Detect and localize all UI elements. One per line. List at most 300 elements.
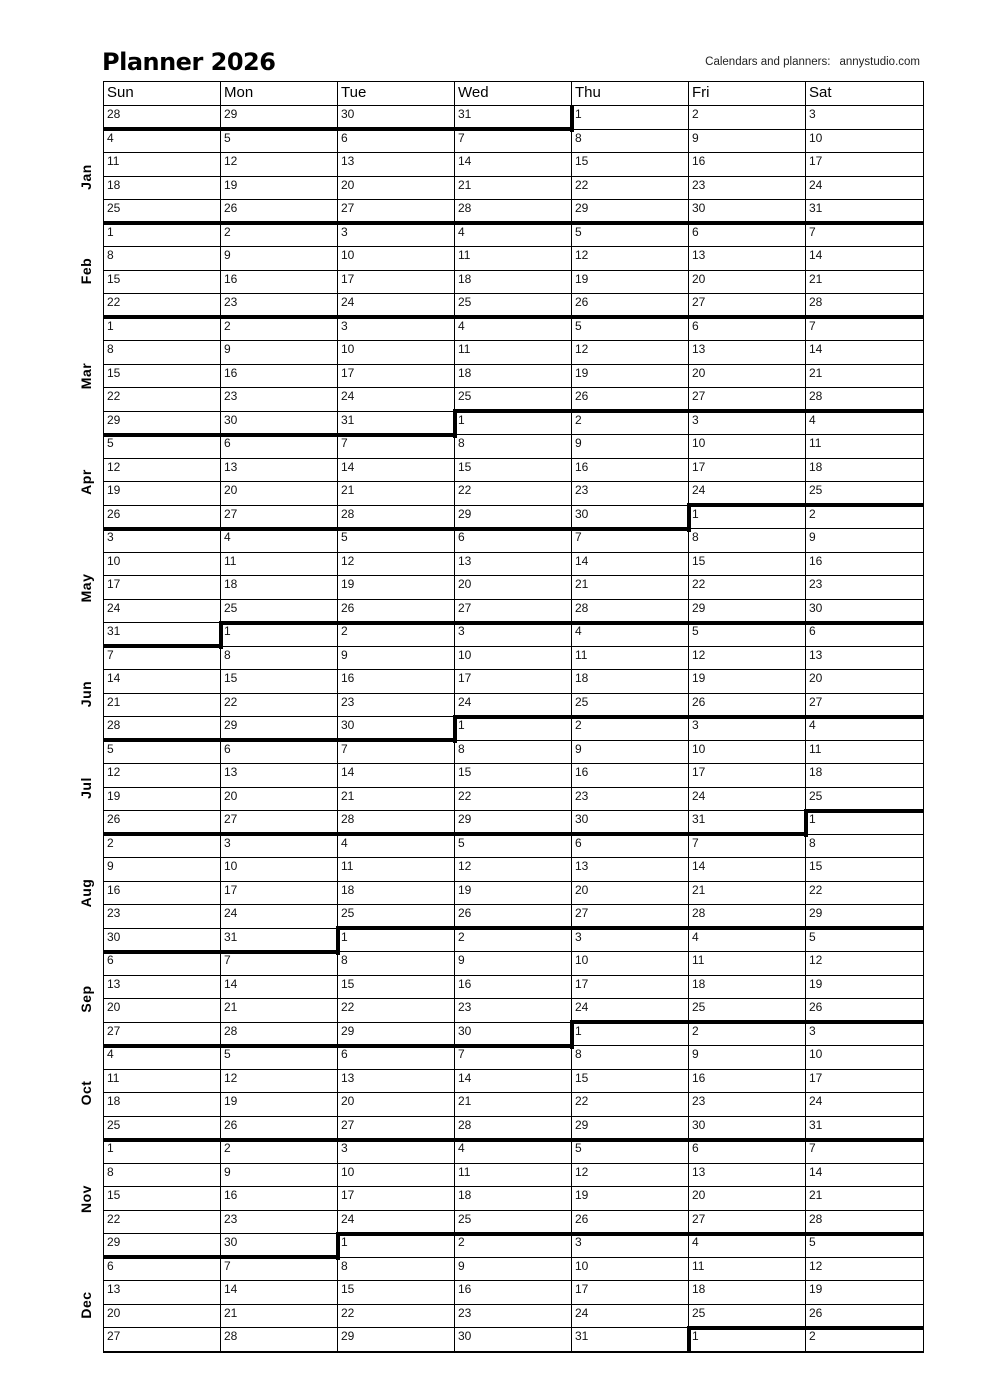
- day-cell: 29: [689, 600, 806, 624]
- day-cell: 4: [689, 929, 806, 953]
- day-cell: 7: [338, 435, 455, 459]
- day-cell: 28: [221, 1023, 338, 1047]
- day-cell: 17: [455, 670, 572, 694]
- day-cell: 28: [221, 1328, 338, 1352]
- day-cell: 10: [338, 247, 455, 271]
- day-cell: 29: [455, 506, 572, 530]
- day-cell: 2: [338, 623, 455, 647]
- week-row: [104, 365, 923, 389]
- day-cell: 14: [455, 153, 572, 177]
- day-cell: 2: [806, 506, 923, 530]
- day-cell: 21: [221, 1305, 338, 1329]
- day-cell: 21: [806, 271, 923, 295]
- day-cell: 26: [572, 388, 689, 412]
- day-cell: 19: [572, 1187, 689, 1211]
- day-cell: 24: [572, 1305, 689, 1329]
- day-cell: 30: [455, 1328, 572, 1352]
- day-cell: 1: [104, 224, 221, 248]
- day-cell: 18: [806, 459, 923, 483]
- month-label-may: May: [78, 573, 94, 603]
- day-cell: 28: [104, 717, 221, 741]
- day-cell: 23: [689, 177, 806, 201]
- week-row: [104, 788, 923, 812]
- day-cell: 27: [104, 1328, 221, 1352]
- day-cell: 19: [455, 882, 572, 906]
- day-cell: 27: [221, 506, 338, 530]
- day-cell: 31: [221, 929, 338, 953]
- week-row: [104, 482, 923, 506]
- day-cell: 31: [806, 200, 923, 224]
- day-cell: 31: [572, 1328, 689, 1352]
- day-cell: 7: [221, 1258, 338, 1282]
- day-cell: 19: [806, 976, 923, 1000]
- day-cell: 8: [104, 341, 221, 365]
- day-cell: 29: [221, 106, 338, 130]
- day-cell: 26: [455, 905, 572, 929]
- day-cell: 10: [689, 741, 806, 765]
- credit-text: [705, 56, 920, 68]
- day-cell: 12: [689, 647, 806, 671]
- week-row: [104, 1093, 923, 1117]
- day-cell: 20: [806, 670, 923, 694]
- day-cell: 6: [455, 529, 572, 553]
- day-cell: 4: [806, 717, 923, 741]
- day-cell: 2: [221, 224, 338, 248]
- day-cell: 25: [455, 388, 572, 412]
- day-cell: 21: [338, 788, 455, 812]
- day-cell: 13: [689, 341, 806, 365]
- day-cell: 15: [338, 1281, 455, 1305]
- day-cell: 20: [689, 271, 806, 295]
- day-cell: 12: [572, 1164, 689, 1188]
- credit-label: Calendars and planners:: [705, 56, 831, 68]
- day-cell: 21: [689, 882, 806, 906]
- week-row: [104, 1281, 923, 1305]
- day-cell: 29: [221, 717, 338, 741]
- day-cell: 24: [221, 905, 338, 929]
- day-cell: 22: [104, 388, 221, 412]
- day-cell: 27: [689, 388, 806, 412]
- day-cell: 13: [104, 1281, 221, 1305]
- day-cell: 6: [104, 952, 221, 976]
- day-cell: 1: [104, 318, 221, 342]
- day-cell: 26: [572, 294, 689, 318]
- day-cell: 17: [806, 153, 923, 177]
- day-cell: 5: [104, 741, 221, 765]
- day-cell: 5: [572, 318, 689, 342]
- day-cell: 3: [338, 224, 455, 248]
- day-cell: 11: [104, 153, 221, 177]
- day-cell: 5: [455, 835, 572, 859]
- day-cell: 24: [689, 788, 806, 812]
- week-row: [104, 1140, 923, 1164]
- day-cell: 13: [104, 976, 221, 1000]
- week-row: [104, 1187, 923, 1211]
- day-cell: 28: [806, 294, 923, 318]
- day-cell: 11: [806, 741, 923, 765]
- day-cell: 16: [338, 670, 455, 694]
- day-cell: 13: [455, 553, 572, 577]
- day-cell: 27: [572, 905, 689, 929]
- day-cell: 27: [689, 294, 806, 318]
- day-cell: 17: [572, 1281, 689, 1305]
- day-cell: 23: [221, 294, 338, 318]
- month-label-jan: Jan: [78, 163, 94, 190]
- day-cell: 19: [572, 271, 689, 295]
- day-cell: 9: [221, 341, 338, 365]
- week-row: [104, 1046, 923, 1070]
- day-cell: 1: [572, 106, 689, 130]
- day-cell: 3: [806, 106, 923, 130]
- day-cell: 24: [338, 388, 455, 412]
- day-cell: 27: [455, 600, 572, 624]
- day-cell: 4: [455, 1140, 572, 1164]
- day-cell: 22: [455, 788, 572, 812]
- day-cell: 13: [689, 1164, 806, 1188]
- day-cell: 5: [221, 130, 338, 154]
- day-cell: 30: [572, 506, 689, 530]
- week-row: [104, 388, 923, 412]
- day-cell: 6: [104, 1258, 221, 1282]
- day-cell: 23: [572, 788, 689, 812]
- day-cell: 21: [572, 576, 689, 600]
- day-cell: 6: [338, 1046, 455, 1070]
- week-row: [104, 811, 923, 835]
- day-cell: 15: [104, 365, 221, 389]
- day-cell: 25: [104, 200, 221, 224]
- day-cell: 14: [104, 670, 221, 694]
- day-cell: 30: [338, 717, 455, 741]
- week-row: [104, 341, 923, 365]
- day-cell: 8: [221, 647, 338, 671]
- day-cell: 27: [806, 694, 923, 718]
- day-cell: 20: [104, 999, 221, 1023]
- day-cell: 15: [455, 764, 572, 788]
- month-label-mar: Mar: [78, 363, 94, 390]
- day-cell: 30: [221, 1234, 338, 1258]
- week-row: [104, 764, 923, 788]
- day-cell: 18: [689, 1281, 806, 1305]
- day-cell: 13: [221, 459, 338, 483]
- day-cell: 3: [338, 318, 455, 342]
- day-cell: 22: [338, 1305, 455, 1329]
- day-cell: 15: [221, 670, 338, 694]
- week-row: [104, 1211, 923, 1235]
- week-row: [104, 976, 923, 1000]
- week-row: [104, 153, 923, 177]
- day-cell: 14: [806, 1164, 923, 1188]
- day-cell: 28: [689, 905, 806, 929]
- day-cell: 30: [689, 200, 806, 224]
- day-cell: 1: [338, 1234, 455, 1258]
- day-cell: 21: [221, 999, 338, 1023]
- week-row: [104, 670, 923, 694]
- day-cell: 17: [104, 576, 221, 600]
- day-cell: 22: [806, 882, 923, 906]
- day-header-tue: Tue: [338, 82, 455, 106]
- day-cell: 15: [689, 553, 806, 577]
- day-cell: 7: [338, 741, 455, 765]
- day-cell: 3: [572, 929, 689, 953]
- day-cell: 1: [221, 623, 338, 647]
- day-cell: 1: [806, 811, 923, 835]
- day-cell: 21: [455, 1093, 572, 1117]
- day-cell: 18: [104, 1093, 221, 1117]
- day-header-mon: Mon: [221, 82, 338, 106]
- day-cell: 20: [338, 1093, 455, 1117]
- day-cell: 27: [221, 811, 338, 835]
- day-cell: 1: [689, 1328, 806, 1352]
- day-header-thu: Thu: [572, 82, 689, 106]
- day-cell: 25: [455, 294, 572, 318]
- day-cell: 17: [338, 365, 455, 389]
- day-cell: 31: [806, 1117, 923, 1141]
- day-cell: 16: [104, 882, 221, 906]
- day-cell: 4: [689, 1234, 806, 1258]
- day-cell: 19: [338, 576, 455, 600]
- week-row: [104, 1258, 923, 1282]
- day-cell: 24: [806, 1093, 923, 1117]
- day-cell: 18: [806, 764, 923, 788]
- day-cell: 19: [221, 177, 338, 201]
- day-cell: 20: [338, 177, 455, 201]
- day-cell: 24: [104, 600, 221, 624]
- day-cell: 12: [572, 341, 689, 365]
- day-cell: 22: [455, 482, 572, 506]
- day-cell: 21: [338, 482, 455, 506]
- day-cell: 26: [806, 1305, 923, 1329]
- day-cell: 8: [572, 130, 689, 154]
- week-row: [104, 576, 923, 600]
- day-cell: 11: [806, 435, 923, 459]
- day-cell: 6: [689, 318, 806, 342]
- day-cell: 1: [689, 506, 806, 530]
- day-cell: 15: [455, 459, 572, 483]
- day-cell: 30: [806, 600, 923, 624]
- day-cell: 22: [689, 576, 806, 600]
- day-cell: 27: [104, 1023, 221, 1047]
- day-cell: 13: [338, 153, 455, 177]
- day-cell: 26: [572, 1211, 689, 1235]
- day-cell: 27: [338, 1117, 455, 1141]
- day-cell: 23: [221, 1211, 338, 1235]
- day-cell: 17: [806, 1070, 923, 1094]
- page-title: Planner 2026: [102, 48, 276, 76]
- day-cell: 30: [221, 412, 338, 436]
- day-cell: 20: [689, 365, 806, 389]
- day-cell: 20: [572, 882, 689, 906]
- day-cell: 9: [689, 130, 806, 154]
- day-cell: 4: [104, 1046, 221, 1070]
- day-cell: 23: [104, 905, 221, 929]
- day-cell: 12: [806, 952, 923, 976]
- day-cell: 1: [455, 717, 572, 741]
- day-cell: 7: [806, 224, 923, 248]
- day-cell: 15: [104, 1187, 221, 1211]
- day-cell: 2: [455, 929, 572, 953]
- day-cell: 7: [689, 835, 806, 859]
- day-cell: 12: [104, 764, 221, 788]
- day-cell: 2: [455, 1234, 572, 1258]
- day-cell: 2: [689, 106, 806, 130]
- month-label-oct: Oct: [78, 1080, 94, 1106]
- day-cell: 13: [338, 1070, 455, 1094]
- day-cell: 15: [572, 153, 689, 177]
- week-row: [104, 459, 923, 483]
- week-row: [104, 200, 923, 224]
- day-cell: 12: [221, 1070, 338, 1094]
- day-cell: 12: [338, 553, 455, 577]
- week-row: [104, 1328, 923, 1352]
- credit-site: annystudio.com: [839, 56, 920, 68]
- day-cell: 2: [689, 1023, 806, 1047]
- week-row: [104, 271, 923, 295]
- day-cell: 11: [572, 647, 689, 671]
- day-cell: 10: [572, 1258, 689, 1282]
- day-cell: 29: [572, 200, 689, 224]
- day-cell: 18: [455, 271, 572, 295]
- week-row: [104, 247, 923, 271]
- day-cell: 23: [806, 576, 923, 600]
- day-cell: 7: [104, 647, 221, 671]
- week-row: [104, 435, 923, 459]
- day-cell: 8: [455, 435, 572, 459]
- day-cell: 6: [806, 623, 923, 647]
- day-cell: 10: [104, 553, 221, 577]
- day-cell: 22: [338, 999, 455, 1023]
- day-cell: 3: [338, 1140, 455, 1164]
- day-header-fri: Fri: [689, 82, 806, 106]
- day-cell: 12: [455, 858, 572, 882]
- week-row: [104, 130, 923, 154]
- day-cell: 4: [572, 623, 689, 647]
- day-cell: 2: [221, 1140, 338, 1164]
- day-cell: 7: [806, 1140, 923, 1164]
- day-cell: 16: [806, 553, 923, 577]
- day-cell: 28: [806, 388, 923, 412]
- week-row: [104, 318, 923, 342]
- day-cell: 9: [455, 1258, 572, 1282]
- day-cell: 14: [221, 976, 338, 1000]
- week-row: [104, 553, 923, 577]
- day-cell: 11: [455, 1164, 572, 1188]
- day-cell: 3: [104, 529, 221, 553]
- day-cell: 24: [806, 177, 923, 201]
- day-cell: 25: [806, 482, 923, 506]
- day-cell: 4: [221, 529, 338, 553]
- day-cell: 5: [104, 435, 221, 459]
- day-cell: 27: [689, 1211, 806, 1235]
- day-cell: 10: [806, 130, 923, 154]
- day-cell: 2: [572, 717, 689, 741]
- day-cell: 28: [455, 200, 572, 224]
- day-cell: 17: [338, 271, 455, 295]
- day-cell: 12: [806, 1258, 923, 1282]
- day-cell: 29: [806, 905, 923, 929]
- day-cell: 12: [104, 459, 221, 483]
- day-cell: 11: [455, 247, 572, 271]
- day-cell: 18: [572, 670, 689, 694]
- day-cell: 16: [221, 365, 338, 389]
- day-cell: 17: [572, 976, 689, 1000]
- day-cell: 31: [104, 623, 221, 647]
- day-cell: 31: [455, 106, 572, 130]
- day-cell: 18: [455, 365, 572, 389]
- day-cell: 21: [806, 365, 923, 389]
- month-label-feb: Feb: [78, 257, 94, 284]
- day-cell: 3: [689, 412, 806, 436]
- day-cell: 21: [806, 1187, 923, 1211]
- day-cell: 5: [572, 1140, 689, 1164]
- day-cell: 14: [689, 858, 806, 882]
- day-cell: 17: [689, 764, 806, 788]
- day-cell: 20: [455, 576, 572, 600]
- day-cell: 29: [338, 1328, 455, 1352]
- week-row: [104, 858, 923, 882]
- day-cell: 8: [806, 835, 923, 859]
- day-cell: 31: [689, 811, 806, 835]
- week-row: [104, 882, 923, 906]
- day-cell: 8: [338, 952, 455, 976]
- day-cell: 30: [455, 1023, 572, 1047]
- day-cell: 10: [338, 1164, 455, 1188]
- day-cell: 16: [221, 271, 338, 295]
- day-cell: 24: [338, 1211, 455, 1235]
- day-cell: 3: [806, 1023, 923, 1047]
- day-cell: 10: [455, 647, 572, 671]
- day-cell: 18: [104, 177, 221, 201]
- month-label-jun: Jun: [78, 680, 94, 707]
- day-cell: 30: [689, 1117, 806, 1141]
- day-cell: 14: [338, 459, 455, 483]
- day-cell: 30: [104, 929, 221, 953]
- day-cell: 5: [338, 529, 455, 553]
- day-cell: 10: [338, 341, 455, 365]
- day-cell: 7: [806, 318, 923, 342]
- day-cell: 7: [221, 952, 338, 976]
- day-cell: 15: [104, 271, 221, 295]
- week-row: [104, 106, 923, 130]
- day-cell: 22: [104, 1211, 221, 1235]
- day-cell: 13: [689, 247, 806, 271]
- day-cell: 28: [455, 1117, 572, 1141]
- day-cell: 24: [572, 999, 689, 1023]
- day-cell: 19: [806, 1281, 923, 1305]
- day-cell: 15: [338, 976, 455, 1000]
- week-row: [104, 952, 923, 976]
- day-cell: 28: [338, 811, 455, 835]
- day-cell: 19: [104, 482, 221, 506]
- day-cell: 11: [455, 341, 572, 365]
- day-cell: 6: [689, 224, 806, 248]
- day-cell: 6: [338, 130, 455, 154]
- day-cell: 22: [221, 694, 338, 718]
- day-cell: 4: [104, 130, 221, 154]
- day-cell: 11: [338, 858, 455, 882]
- day-cell: 2: [104, 835, 221, 859]
- day-cell: 9: [338, 647, 455, 671]
- day-cell: 29: [338, 1023, 455, 1047]
- week-row: [104, 177, 923, 201]
- week-row: [104, 647, 923, 671]
- day-cell: 28: [104, 106, 221, 130]
- day-cell: 23: [221, 388, 338, 412]
- week-row: [104, 224, 923, 248]
- day-cell: 8: [689, 529, 806, 553]
- day-cell: 28: [572, 600, 689, 624]
- day-cell: 31: [338, 412, 455, 436]
- week-row: [104, 623, 923, 647]
